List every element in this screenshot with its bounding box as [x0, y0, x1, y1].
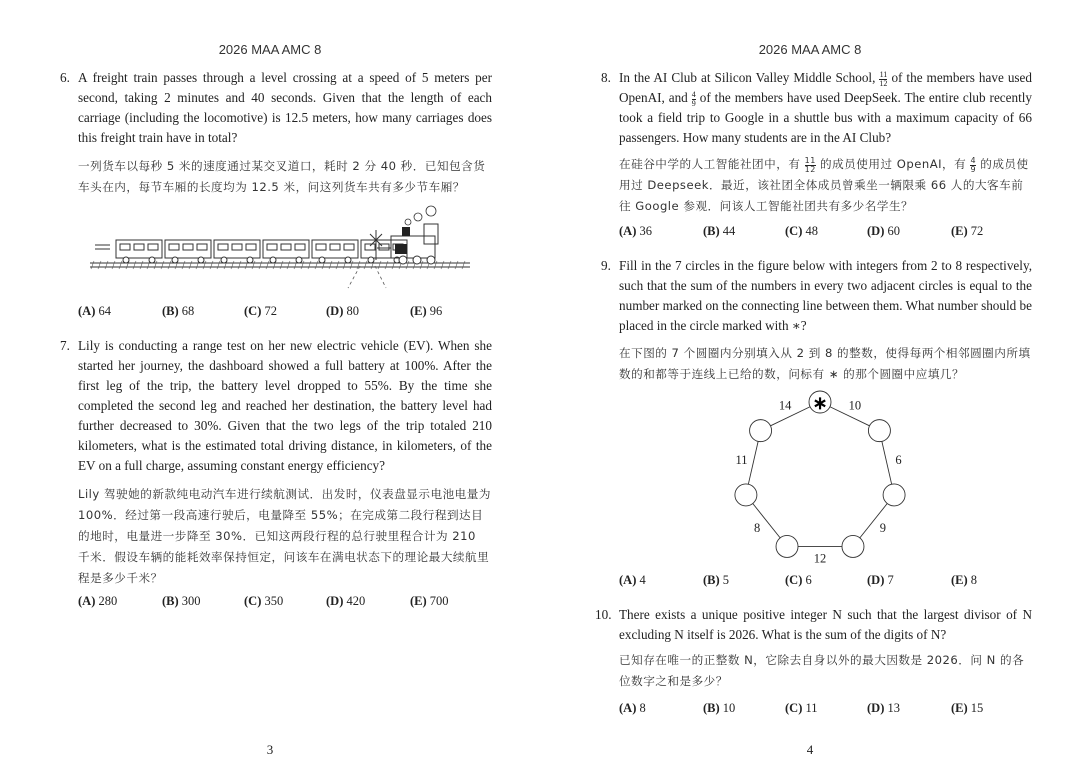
edge-label: 9 — [879, 521, 887, 536]
carriage-wheel — [270, 257, 276, 263]
question-number: 9. — [601, 258, 611, 273]
carriage-window — [148, 244, 158, 250]
question-6-text-cn: 一列货车以每秒 5 米的速度通过某交叉道口，耗时 2 分 40 秒．已知包含货车头在内，每节车厢的长度均为 12.5 米，问这列货车共有多少节车厢？ — [78, 159, 486, 194]
carriage-wheel — [172, 257, 178, 263]
choice-d[interactable]: (D) 7 — [867, 573, 894, 587]
carriage-window — [218, 244, 228, 250]
question-8-choices — [619, 224, 983, 239]
choice-e[interactable]: (E) 72 — [951, 224, 984, 238]
carriage-window — [365, 244, 375, 250]
star-symbol: ∗ — [812, 393, 828, 413]
edge-label: 8 — [753, 521, 761, 536]
carriage-wheel — [368, 257, 374, 263]
carriage-window — [232, 244, 242, 250]
choice-e[interactable]: (E) 700 — [410, 594, 449, 608]
choice-c[interactable]: (C) 350 — [244, 594, 284, 608]
choice-c[interactable]: (C) 6 — [785, 573, 812, 587]
question-9-choices — [619, 573, 977, 588]
carriage-window — [246, 244, 256, 250]
question-8: 8. In the AI Club at Silicon Valley Middle School, $\frac{11}{12}$ of the members have used OpenAI, and $\frac{4}{9}$ of the members have used DeepSeek. The entire club recently took a field trip to Google in a shuttle bus with a maximum capacity of 66 passengers. How many students are in the AI Club? — [601, 70, 1033, 145]
page-header: 2026 MAA AMC 8 — [218, 42, 322, 57]
question-number: 8. — [601, 70, 611, 85]
choice-c[interactable]: (C) 48 — [785, 224, 818, 238]
carriage-window — [281, 244, 291, 250]
carriage-wheel — [247, 257, 253, 263]
question-number: 7. — [60, 338, 70, 353]
choice-a[interactable]: (A) 4 — [619, 573, 646, 587]
question-6 — [60, 68, 492, 148]
choice-e[interactable]: (E) 8 — [951, 573, 978, 587]
carriage-wheel — [319, 257, 325, 263]
question-9-text-cn: 在下图的 7 个圆圈内分别填入从 2 到 8 的整数，使得每两个相邻圆圈内所填数的和都等于连线上已给的数，问标有 ∗ 的那个圆圈中应填几？ — [619, 346, 1031, 381]
train-carriage — [312, 240, 358, 258]
choice-b[interactable]: (B) 68 — [162, 304, 195, 318]
page-number: 4 — [806, 742, 814, 757]
edge-label: 6 — [895, 453, 902, 468]
carriage-window — [295, 244, 305, 250]
question-text-en: Lily is conducting a range test on her new electric vehicle (EV). When she started her journey, the dashboard showed a full battery at 100%. After the first leg of the trip, the battery level dropped to 55%. By the time she completed the second leg and reached her destination, the battery level had further decreased to 30%. Given that the two legs of the trip totaled 210 kilometers, what is the estimated total driving distance, in kilometers, of the EV on a full charge, assuming constant energy efficiency? — [78, 338, 492, 473]
edge-label: 12 — [813, 551, 827, 566]
choice-d[interactable]: (D) 80 — [326, 304, 359, 318]
number-circle — [776, 535, 798, 557]
number-circle — [735, 484, 757, 506]
carriage-window — [183, 244, 193, 250]
edge-label: 14 — [778, 398, 792, 413]
question-8-text-cn: 在硅谷中学的人工智能社团中，有 $\frac{11}{12}$ 的成员使用过 OpenAI，有 $\frac{4}{9}$ 的成员使用过 Deepseek．最近，该社团全体成员曾乘坐一辆限乘 66 人的大客车前往 Google 参观．问该人工智能社团共有多少名学生？ — [619, 156, 1029, 213]
choice-c[interactable]: (C) 11 — [785, 701, 818, 715]
choice-a[interactable]: (A) 36 — [619, 224, 652, 238]
question-7-text-cn: Lily 驾驶她的新款纯电动汽车进行续航测试．出发时，仪表盘显示电池电量为 100%．经过第一段高速行驶后，电量降至 55%；在完成第二段行程到达目的地时，电量进一步降至 30%．已知这两段行程的总行驶里程合计为 210 千米．假设车辆的能耗效率保持恒定，问该车在满电状态下的理论最大续航里程是多少千米？ — [78, 487, 491, 585]
question-7 — [60, 336, 492, 476]
carriage-wheel — [345, 257, 351, 263]
choice-b[interactable]: (B) 300 — [162, 594, 201, 608]
question-text-en: There exists a unique positive integer N such that the largest divisor of N excluding N itself is 2026. What is the sum of the digits of N? — [619, 607, 1032, 642]
choice-a[interactable]: (A) 8 — [619, 701, 646, 715]
number-circle — [868, 420, 890, 442]
page-header: 2026 MAA AMC 8 — [758, 42, 862, 57]
carriage-window — [134, 244, 144, 250]
question-number: 6. — [60, 70, 70, 85]
question-9 — [601, 256, 1032, 336]
choice-a[interactable]: (A) 64 — [78, 304, 111, 318]
train-carriage — [263, 240, 309, 258]
question-number: 10. — [595, 607, 612, 622]
fraction-eleven-twelfths: $\frac{11}{12}$ — [879, 70, 888, 88]
choice-b[interactable]: (B) 10 — [703, 701, 736, 715]
heptagon-figure — [730, 390, 910, 565]
train-carriage — [214, 240, 260, 258]
train-carriage — [116, 240, 162, 258]
choice-b[interactable]: (B) 44 — [703, 224, 736, 238]
carriage-window — [267, 244, 277, 250]
carriage-window — [197, 244, 207, 250]
question-text-en: Fill in the 7 circles in the figure below with integers from 2 to 8 respectively, such that the sum of the numbers in every two adjacent circles is equal to the number marked on the connecting line between them. What number should be placed in the circle marked with ∗? — [619, 258, 1032, 333]
number-circle — [750, 420, 772, 442]
carriage-window — [330, 244, 340, 250]
edge-label: 11 — [735, 453, 748, 468]
question-10-text-cn: 已知存在唯一的正整数 N，它除去自身以外的最大因数是 2026．问 N 的各位数字之和是多少？ — [619, 653, 1025, 688]
train-figure — [90, 200, 480, 290]
choice-c[interactable]: (C) 72 — [244, 304, 277, 318]
question-6-choices — [78, 304, 442, 319]
carriage-wheel — [296, 257, 302, 263]
choice-d[interactable]: (D) 60 — [867, 224, 900, 238]
carriage-wheel — [123, 257, 129, 263]
carriage-wheel — [149, 257, 155, 263]
carriage-wheel — [198, 257, 204, 263]
question-10 — [595, 605, 1032, 645]
carriage-window — [120, 244, 130, 250]
number-circle — [842, 535, 864, 557]
question-10-choices — [619, 701, 983, 716]
carriage-window — [316, 244, 326, 250]
choice-d[interactable]: (D) 420 — [326, 594, 366, 608]
page-number: 3 — [266, 742, 274, 757]
edge-label: 10 — [848, 398, 862, 413]
choice-e[interactable]: (E) 96 — [410, 304, 443, 318]
choice-b[interactable]: (B) 5 — [703, 573, 730, 587]
train-carriage — [165, 240, 211, 258]
fraction-four-ninths: $\frac{4}{9}$ — [691, 90, 696, 108]
right-page — [540, 0, 1080, 764]
question-7-choices — [78, 594, 449, 609]
choice-d[interactable]: (D) 13 — [867, 701, 900, 715]
choice-a[interactable]: (A) 280 — [78, 594, 118, 608]
carriage-wheel — [221, 257, 227, 263]
carriage-window — [169, 244, 179, 250]
heptagon-edge — [748, 441, 758, 484]
question-text-en: A freight train passes through a level crossing at a speed of 5 meters per second, taking 2 minutes and 40 seconds. Given that the length of each carriage (including the locomotive) is 12.5 meters, how many carriages does this freight train have in total? — [78, 70, 492, 145]
carriage-window — [344, 244, 354, 250]
choice-e[interactable]: (E) 15 — [951, 701, 984, 715]
number-circle — [883, 484, 905, 506]
heptagon-edge — [882, 441, 892, 484]
